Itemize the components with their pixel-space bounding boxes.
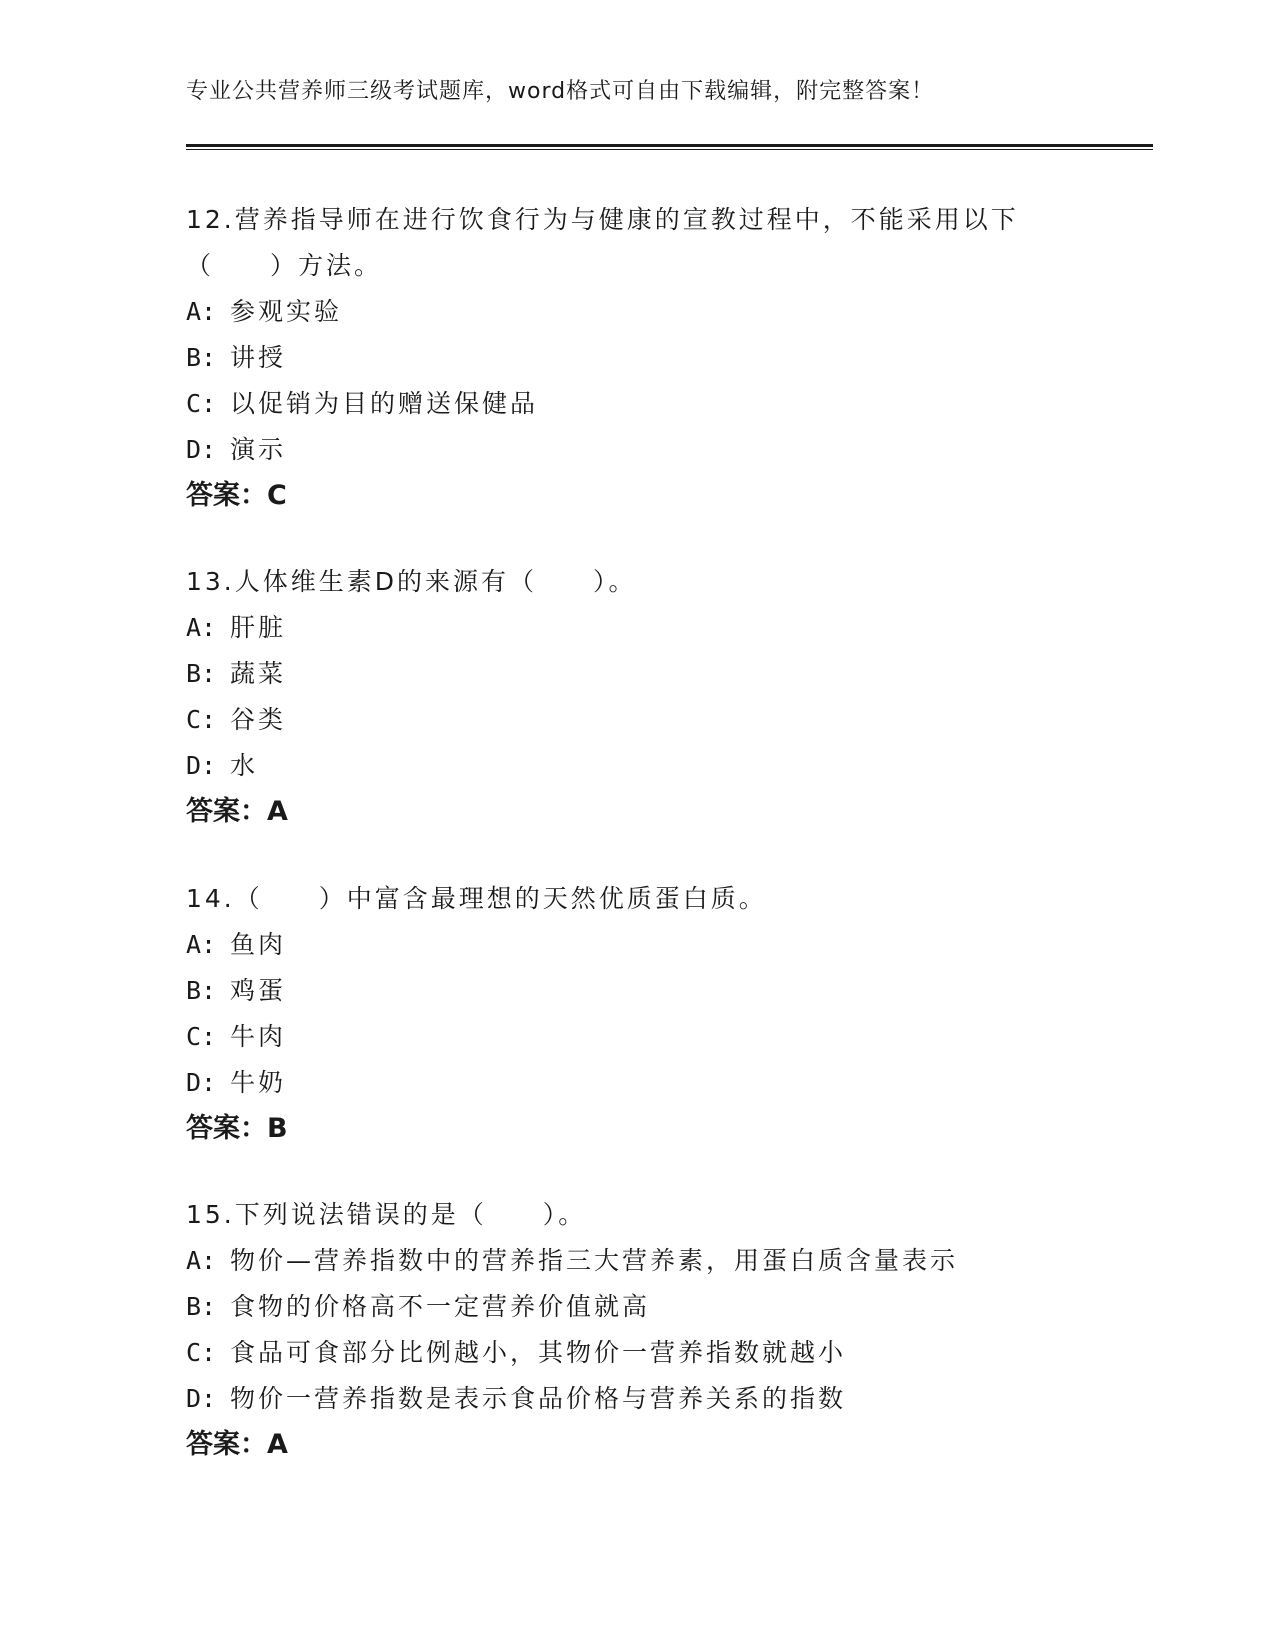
- option-letter: D:: [186, 1384, 217, 1413]
- question-12: [186, 197, 1086, 519]
- question-stem: 12.营养指导师在进行饮食行为与健康的宣教过程中，不能采用以下（ ）方法。: [186, 205, 1019, 280]
- answer-line: 答案：C: [186, 480, 287, 511]
- option-text: 演示: [230, 435, 287, 464]
- option-d: [186, 743, 1086, 789]
- option-text: 物价—营养指数中的营养指三大营养素，用蛋白质含量表示: [230, 1246, 959, 1275]
- option-c: [186, 1330, 1086, 1376]
- option-b: [186, 1284, 1086, 1330]
- question-14: [186, 876, 1086, 1152]
- option-text: 蔬菜: [230, 659, 287, 688]
- option-letter: B:: [186, 659, 217, 688]
- option-letter: D:: [186, 1068, 217, 1097]
- option-letter: D:: [186, 435, 217, 464]
- option-a: [186, 1238, 1086, 1284]
- option-text: 食物的价格高不一定营养价值就高: [230, 1292, 651, 1321]
- option-b: [186, 335, 1086, 381]
- question-13: [186, 559, 1086, 835]
- option-letter: C:: [186, 389, 217, 418]
- option-d: [186, 1060, 1086, 1106]
- option-text: 谷类: [230, 705, 287, 734]
- option-letter: B:: [186, 1292, 217, 1321]
- option-letter: A:: [186, 930, 217, 959]
- option-d: [186, 427, 1086, 473]
- option-c: [186, 381, 1086, 427]
- question-stem: 15.下列说法错误的是（ ）。: [186, 1200, 587, 1229]
- option-text: 参观实验: [230, 297, 343, 326]
- option-text: 物价一营养指数是表示食品价格与营养关系的指数: [230, 1384, 847, 1413]
- option-text: 肝脏: [230, 613, 287, 642]
- option-a: [186, 289, 1086, 335]
- header-divider: [186, 144, 1153, 150]
- option-b: [186, 651, 1086, 697]
- option-text: 鸡蛋: [230, 976, 287, 1005]
- option-a: [186, 605, 1086, 651]
- question-15: [186, 1192, 1086, 1468]
- option-letter: C:: [186, 705, 217, 734]
- option-letter: C:: [186, 1022, 217, 1051]
- option-d: [186, 1376, 1086, 1422]
- answer-line: 答案：B: [186, 1113, 288, 1144]
- option-text: 水: [230, 751, 259, 780]
- option-letter: A:: [186, 613, 217, 642]
- option-text: 鱼肉: [230, 930, 287, 959]
- option-text: 讲授: [230, 343, 287, 372]
- option-text: 牛奶: [230, 1068, 287, 1097]
- answer-line: 答案：A: [186, 796, 288, 827]
- option-letter: D:: [186, 751, 217, 780]
- question-stem: 14.（ ）中富含最理想的天然优质蛋白质。: [186, 884, 767, 913]
- option-c: [186, 697, 1086, 743]
- option-letter: B:: [186, 343, 217, 372]
- option-text: 以促销为目的赠送保健品: [230, 389, 539, 418]
- option-text: 食品可食部分比例越小，其物价一营养指数就越小: [230, 1338, 847, 1367]
- option-letter: C:: [186, 1338, 217, 1367]
- option-c: [186, 1014, 1086, 1060]
- page-header: 专业公共营养师三级考试题库，word格式可自由下载编辑，附完整答案！: [186, 79, 935, 104]
- option-text: 牛肉: [230, 1022, 287, 1051]
- option-letter: A:: [186, 297, 217, 326]
- option-letter: A:: [186, 1246, 217, 1275]
- option-a: [186, 922, 1086, 968]
- question-stem: 13.人体维生素D的来源有（ ）。: [186, 567, 637, 596]
- answer-line: 答案：A: [186, 1429, 288, 1460]
- option-b: [186, 968, 1086, 1014]
- option-letter: B:: [186, 976, 217, 1005]
